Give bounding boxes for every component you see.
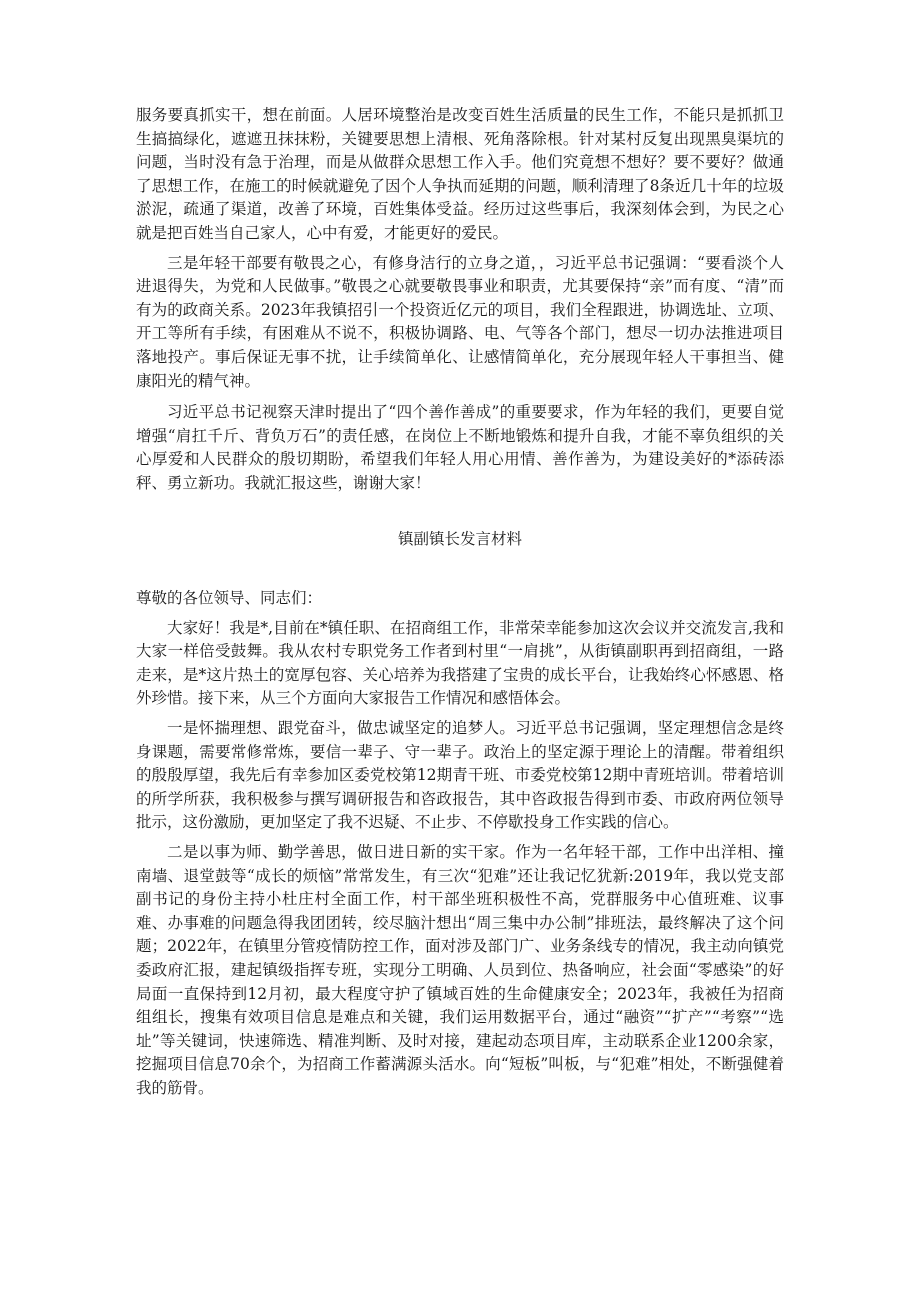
paragraph-s1-3: 习近平总书记视察天津时提出了“四个善作善成”的重要要求，作为年轻的我们，更要自觉增强“肩扛千斤、背负万石”的责任感，在岗位上不断地锻炼和提升自我，才能不辜负组织的关心厚爱和人民群众的殷切期盼，希望我们年轻人用心用情、善作善为，为建设美好的*添砖添秤、勇立新功。我就汇报这些，谢谢大家！ — [136, 403, 784, 492]
paragraph-s2-1: 大家好！我是*,目前在*镇任职、在招商组工作，非常荣幸能参加这次会议并交流发言,我和大家一样倍受鼓舞。我从农村专职党务工作者到村里“一肩挑”，从街镇副职再到招商组，一路走来，是*这片热土的宽厚包容、关心培养为我搭建了宝贵的成长平台，让我始终心怀感恩、格外珍惜。接下来，从三个方面向大家报告工作情况和感悟体会。 — [136, 618, 784, 708]
document-page — [136, 104, 784, 1101]
paragraph-s1-2: 三是年轻干部要有敬畏之心，有修身洁行的立身之道，，习近平总书记强调：“要看淡个人进退得失，为党和人民做事。”敬畏之心就要敬畏事业和职责，尤其要保持“亲”而有度、“清”而有为的政商关系。2023年我镇招引一个投资近亿元的项目，我们全程跟进，协调选址、立项、开工等所有手续，有困难从不说不，积极协调路、电、气等各个部门，想尽一切办法推进项目落地投产。事后保证无事不扰，让手续简单化、让感情简单化，充分展现年轻人干事担当、健康阳光的精气神。 — [136, 253, 784, 390]
paragraph-s2-3: 二是以事为师、勤学善思，做日进日新的实干家。作为一名年轻干部，工作中出洋相、撞南墙、退堂鼓等“成长的烦恼”常常发生，有三次“犯难”还让我记忆犹新:2019年，我以党支部副书记的身份主持小杜庄村全面工作，村干部坐班积极性不高，党群服务中心值班难、议事难、办事难的问题急得我团团转，绞尽脑汁想出“周三集中办公制”排班法，最终解决了这个问题；2022年，在镇里分管疫情防控工作，面对涉及部门广、业务条线专的情况，我主动向镇党委政府汇报，建起镇级指挥专班，实现分工明确、人员到位、热备响应，社会面“零感染”的好局面一直保持到12月初，最大程度守护了镇域百姓的生命健康安全；2023年，我被任为招商组组长，搜集有效项目信息是难点和关键，我们运用数据平台，通过“融资”“扩产”“考察”“选址”等关键词，快速筛选、精准判断、及时对接，建起动态项目库，主动联系企业1200余家，挖掘项目信息70余个，为招商工作蓄满源头活水。向“短板”叫板，与“犯难”相处，不断强健着我的筋骨。 — [136, 843, 784, 1097]
document-title: 镇副镇长发言材料 — [397, 529, 522, 548]
paragraph-s1-1: 服务要真抓实干，想在前面。人居环境整治是改变百姓生活质量的民生工作，不能只是抓抓卫生搞搞绿化，遮遮丑抹抹粉，关键要思想上清根、死角落除根。针对某村反复出现黑臭渠坑的问题，当时没有急于治理，而是从做群众思想工作入手。他们究竟想不想好？要不要好？做通了思想工作，在施工的时候就避免了因个人争执而延期的问题，顺利清理了8条近几十年的垃圾淤泥，疏通了渠道，改善了环境，百姓集体受益。经历过这些事后，我深刻体会到，为民之心就是把百姓当自己家人，心中有爱，才能更好的爱民。 — [136, 106, 784, 242]
salutation: 尊敬的各位领导、同志们： — [136, 589, 323, 608]
paragraph-s2-2: 一是怀揣理想、跟党奋斗，做忠诚坚定的追梦人。习近平总书记强调，坚定理想信念是终身课题，需要常修常炼，要信一辈子、守一辈子。政治上的坚定源于理论上的清醒。带着组织的殷殷厚望，我先后有幸参加区委党校第12期青干班、市委党校第12期中青班培训。带着培训的所学所获，我积极参与撰写调研报告和咨政报告，其中咨政报告得到市委、市政府两位领导批示，这份激励，更加坚定了我不迟疑、不止步、不停歇投身工作实践的信心。 — [136, 719, 784, 832]
